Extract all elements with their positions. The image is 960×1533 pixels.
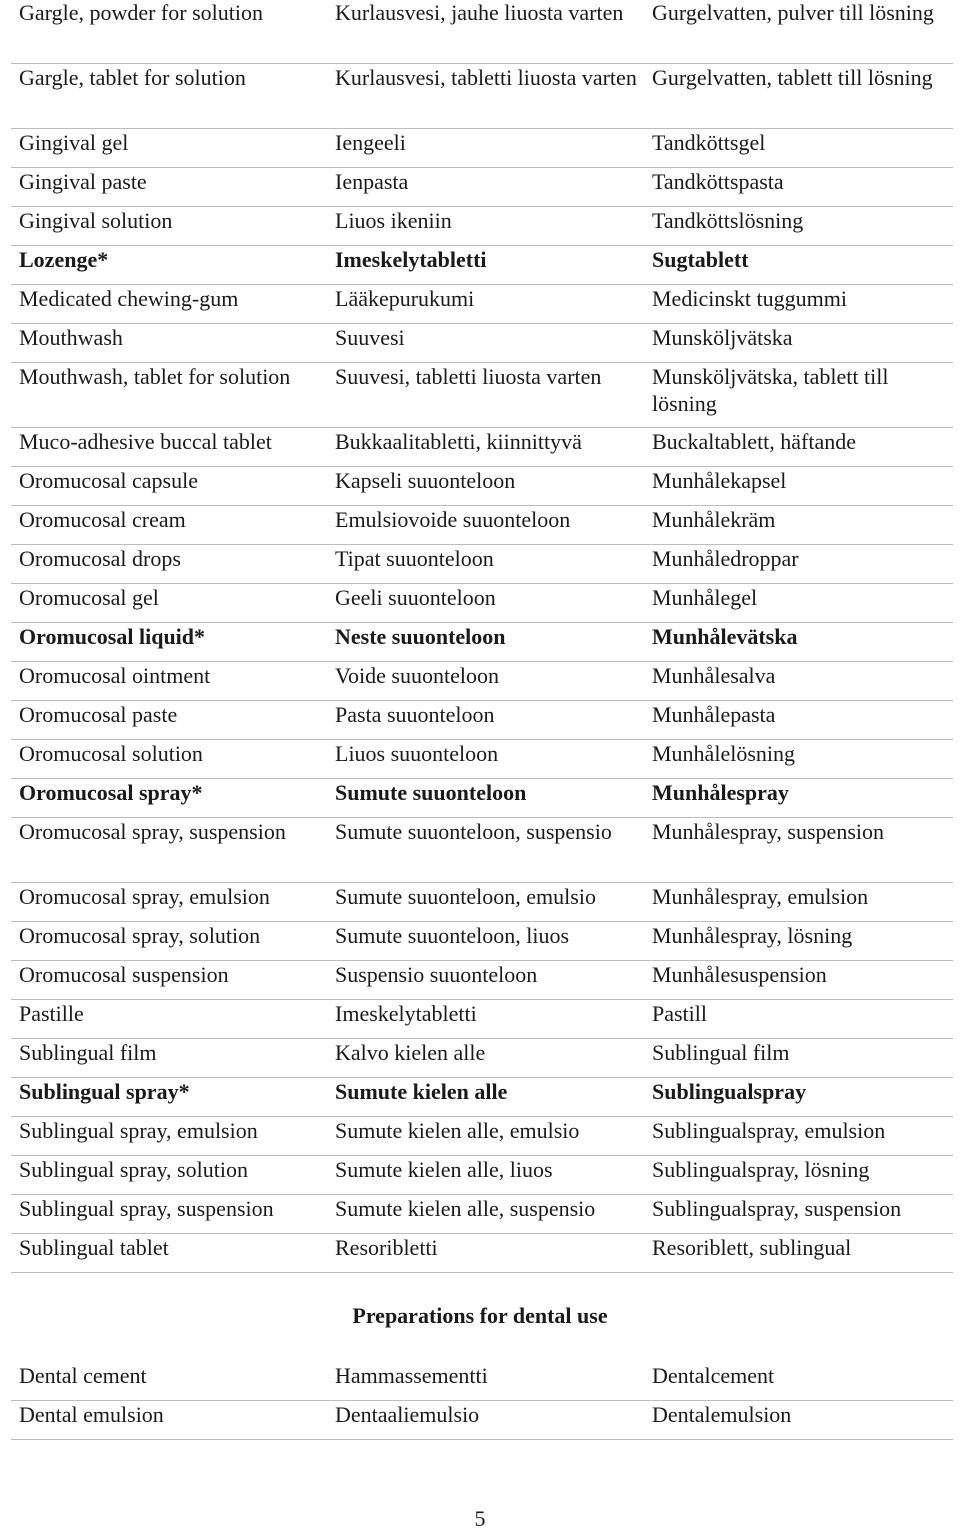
- finnish-term-cell: Sumute kielen alle, suspensio: [327, 1195, 644, 1234]
- swedish-term-cell: Munhålegel: [644, 584, 953, 623]
- finnish-term-cell: Voide suuonteloon: [327, 662, 644, 701]
- swedish-term-cell: Munhålekräm: [644, 506, 953, 545]
- table-row: [11, 1000, 953, 1039]
- table-row: [11, 1362, 953, 1401]
- swedish-term-cell: Munhålekapsel: [644, 467, 953, 506]
- finnish-term-cell: Imeskelytabletti: [327, 1000, 644, 1039]
- english-term-cell: Mouthwash, tablet for solution: [11, 363, 327, 428]
- finnish-term-cell: Hammassementti: [327, 1362, 644, 1401]
- swedish-term-cell: Tandköttsgel: [644, 129, 953, 168]
- table-row: [11, 467, 953, 506]
- english-term-cell: Gargle, tablet for solution: [11, 64, 327, 129]
- english-term-cell: Oromucosal solution: [11, 740, 327, 779]
- table-row: [11, 740, 953, 779]
- swedish-term-cell: Munhålespray, suspension: [644, 818, 953, 883]
- english-term-cell: Oromucosal gel: [11, 584, 327, 623]
- finnish-term-cell: Sumute suuonteloon, emulsio: [327, 883, 644, 922]
- finnish-term-cell: Kurlausvesi, jauhe liuosta varten: [327, 0, 644, 64]
- finnish-term-cell: Sumute suuonteloon, suspensio: [327, 818, 644, 883]
- page-number: 5: [474, 1506, 486, 1531]
- table-row: [11, 129, 953, 168]
- finnish-term-cell: Pasta suuonteloon: [327, 701, 644, 740]
- dosage-form-table: [11, 0, 953, 1273]
- swedish-term-cell: Tandköttslösning: [644, 207, 953, 246]
- english-term-cell: Oromucosal spray*: [11, 779, 327, 818]
- swedish-term-cell: Munhålespray: [644, 779, 953, 818]
- finnish-term-cell: Liuos suuonteloon: [327, 740, 644, 779]
- finnish-term-cell: Iengeeli: [327, 129, 644, 168]
- swedish-term-cell: Sublingualspray: [644, 1078, 953, 1117]
- english-term-cell: Sublingual spray, suspension: [11, 1195, 327, 1234]
- swedish-term-cell: Munhålepasta: [644, 701, 953, 740]
- table-row: [11, 64, 953, 129]
- table-row: [11, 662, 953, 701]
- english-term-cell: Oromucosal liquid*: [11, 623, 327, 662]
- table-row: [11, 285, 953, 324]
- swedish-term-cell: Munhålespray, emulsion: [644, 883, 953, 922]
- table-row: [11, 363, 953, 428]
- english-term-cell: Oromucosal capsule: [11, 467, 327, 506]
- dental-preparations-table-body: [11, 1362, 953, 1440]
- finnish-term-cell: Suuvesi: [327, 324, 644, 363]
- table-row: [11, 922, 953, 961]
- swedish-term-cell: Munhålesalva: [644, 662, 953, 701]
- finnish-term-cell: Dentaaliemulsio: [327, 1401, 644, 1440]
- finnish-term-cell: Sumute suuonteloon: [327, 779, 644, 818]
- english-term-cell: Oromucosal drops: [11, 545, 327, 584]
- english-term-cell: Oromucosal suspension: [11, 961, 327, 1000]
- section-heading-dental: Preparations for dental use: [352, 1303, 608, 1328]
- english-term-cell: Gingival gel: [11, 129, 327, 168]
- table-row: [11, 1401, 953, 1440]
- english-term-cell: Oromucosal spray, suspension: [11, 818, 327, 883]
- swedish-term-cell: Sugtablett: [644, 246, 953, 285]
- english-term-cell: Medicated chewing-gum: [11, 285, 327, 324]
- finnish-term-cell: Ienpasta: [327, 168, 644, 207]
- swedish-term-cell: Sublingualspray, emulsion: [644, 1117, 953, 1156]
- finnish-term-cell: Neste suuonteloon: [327, 623, 644, 662]
- english-term-cell: Pastille: [11, 1000, 327, 1039]
- table-row: [11, 246, 953, 285]
- table-row: [11, 506, 953, 545]
- english-term-cell: Sublingual spray, emulsion: [11, 1117, 327, 1156]
- swedish-term-cell: Dentalemulsion: [644, 1401, 953, 1440]
- finnish-term-cell: Bukkaalitabletti, kiinnittyvä: [327, 428, 644, 467]
- swedish-term-cell: Gurgelvatten, pulver till lösning: [644, 0, 953, 64]
- table-row: [11, 1156, 953, 1195]
- swedish-term-cell: Pastill: [644, 1000, 953, 1039]
- english-term-cell: Oromucosal ointment: [11, 662, 327, 701]
- swedish-term-cell: Dentalcement: [644, 1362, 953, 1401]
- swedish-term-cell: Sublingualspray, suspension: [644, 1195, 953, 1234]
- english-term-cell: Dental emulsion: [11, 1401, 327, 1440]
- table-row: [11, 883, 953, 922]
- english-term-cell: Oromucosal spray, emulsion: [11, 883, 327, 922]
- finnish-term-cell: Suspensio suuonteloon: [327, 961, 644, 1000]
- finnish-term-cell: Imeskelytabletti: [327, 246, 644, 285]
- finnish-term-cell: Tipat suuonteloon: [327, 545, 644, 584]
- english-term-cell: Gingival solution: [11, 207, 327, 246]
- swedish-term-cell: Gurgelvatten, tablett till lösning: [644, 64, 953, 129]
- dental-preparations-table: [11, 1362, 953, 1440]
- table-row: [11, 0, 953, 64]
- table-row: [11, 1078, 953, 1117]
- finnish-term-cell: Geeli suuonteloon: [327, 584, 644, 623]
- table-row: [11, 324, 953, 363]
- english-term-cell: Lozenge*: [11, 246, 327, 285]
- table-row: [11, 1234, 953, 1273]
- finnish-term-cell: Resoribletti: [327, 1234, 644, 1273]
- english-term-cell: Sublingual film: [11, 1039, 327, 1078]
- english-term-cell: Sublingual spray*: [11, 1078, 327, 1117]
- table-row: [11, 1117, 953, 1156]
- swedish-term-cell: Munhålesuspension: [644, 961, 953, 1000]
- table-row: [11, 428, 953, 467]
- finnish-term-cell: Kapseli suuonteloon: [327, 467, 644, 506]
- table-row: [11, 1195, 953, 1234]
- swedish-term-cell: Resoriblett, sublingual: [644, 1234, 953, 1273]
- finnish-term-cell: Sumute suuonteloon, liuos: [327, 922, 644, 961]
- swedish-term-cell: Munhålelösning: [644, 740, 953, 779]
- table-row: [11, 207, 953, 246]
- finnish-term-cell: Lääkepurukumi: [327, 285, 644, 324]
- finnish-term-cell: Kalvo kielen alle: [327, 1039, 644, 1078]
- finnish-term-cell: Suuvesi, tabletti liuosta varten: [327, 363, 644, 428]
- swedish-term-cell: Medicinskt tuggummi: [644, 285, 953, 324]
- table-row: [11, 779, 953, 818]
- english-term-cell: Sublingual tablet: [11, 1234, 327, 1273]
- swedish-term-cell: Sublingual film: [644, 1039, 953, 1078]
- finnish-term-cell: Sumute kielen alle, liuos: [327, 1156, 644, 1195]
- english-term-cell: Gargle, powder for solution: [11, 0, 327, 64]
- swedish-term-cell: Munhålespray, lösning: [644, 922, 953, 961]
- swedish-term-cell: Sublingualspray, lösning: [644, 1156, 953, 1195]
- english-term-cell: Gingival paste: [11, 168, 327, 207]
- swedish-term-cell: Munsköljvätska, tablett till lösning: [644, 363, 953, 428]
- table-row: [11, 545, 953, 584]
- table-row: [11, 623, 953, 662]
- dosage-form-table-body: [11, 0, 953, 1273]
- english-term-cell: Oromucosal spray, solution: [11, 922, 327, 961]
- table-row: [11, 701, 953, 740]
- table-row: [11, 818, 953, 883]
- english-term-cell: Mouthwash: [11, 324, 327, 363]
- swedish-term-cell: Munsköljvätska: [644, 324, 953, 363]
- table-row: [11, 584, 953, 623]
- english-term-cell: Sublingual spray, solution: [11, 1156, 327, 1195]
- finnish-term-cell: Kurlausvesi, tabletti liuosta varten: [327, 64, 644, 129]
- table-row: [11, 961, 953, 1000]
- english-term-cell: Muco-adhesive buccal tablet: [11, 428, 327, 467]
- finnish-term-cell: Sumute kielen alle: [327, 1078, 644, 1117]
- swedish-term-cell: Tandköttspasta: [644, 168, 953, 207]
- swedish-term-cell: Munhåledroppar: [644, 545, 953, 584]
- english-term-cell: Dental cement: [11, 1362, 327, 1401]
- swedish-term-cell: Munhålevätska: [644, 623, 953, 662]
- english-term-cell: Oromucosal paste: [11, 701, 327, 740]
- finnish-term-cell: Sumute kielen alle, emulsio: [327, 1117, 644, 1156]
- finnish-term-cell: Liuos ikeniin: [327, 207, 644, 246]
- table-row: [11, 1039, 953, 1078]
- table-row: [11, 168, 953, 207]
- finnish-term-cell: Emulsiovoide suuonteloon: [327, 506, 644, 545]
- english-term-cell: Oromucosal cream: [11, 506, 327, 545]
- swedish-term-cell: Buckaltablett, häftande: [644, 428, 953, 467]
